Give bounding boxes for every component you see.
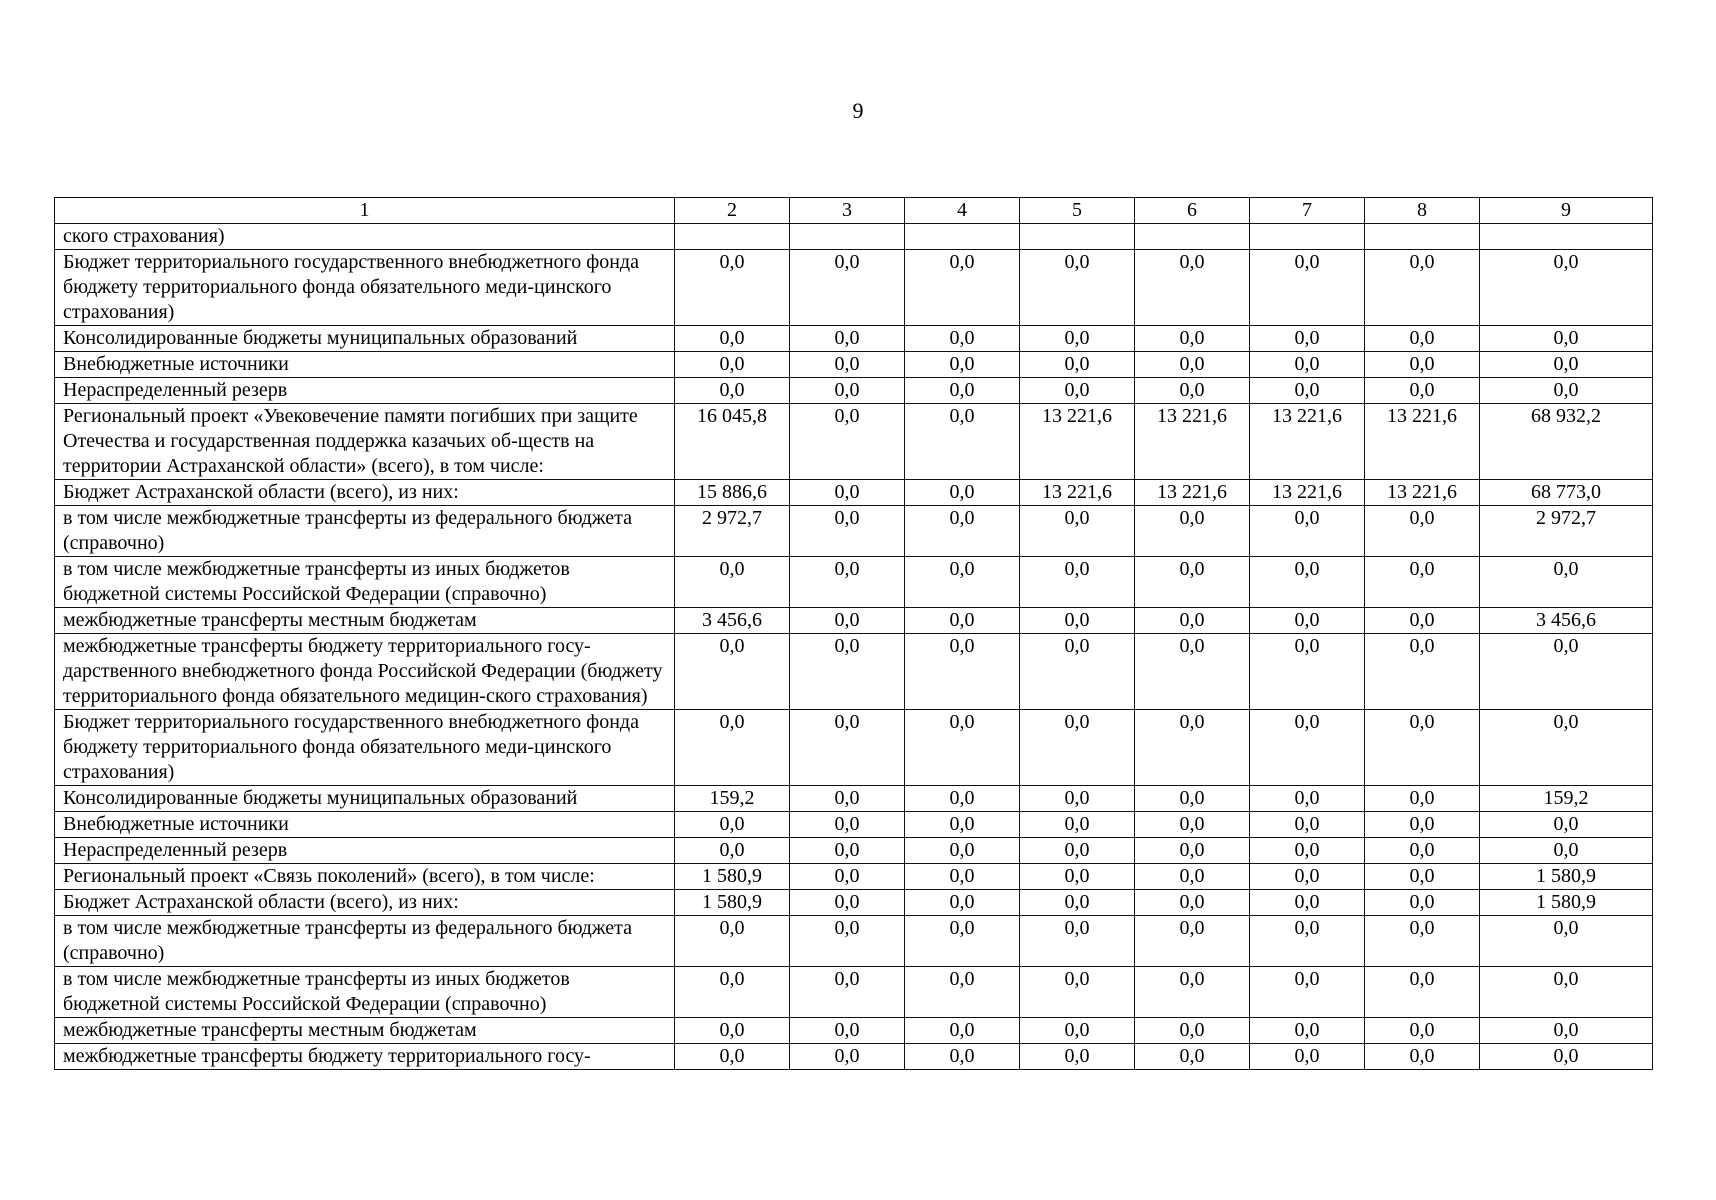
table-row (55, 916, 1653, 967)
row-label: Бюджет территориального государственного внебюджетного фонда бюджету территориального фонда обязательного меди-цинского страхования) (55, 250, 675, 326)
value-cell: 0,0 (1135, 326, 1250, 352)
value-cell: 0,0 (905, 557, 1020, 608)
value-cell: 0,0 (675, 378, 790, 404)
value-cell: 0,0 (1135, 250, 1250, 326)
value-cell: 0,0 (790, 326, 905, 352)
value-cell: 0,0 (905, 890, 1020, 916)
row-label: межбюджетные трансферты местным бюджетам (55, 608, 675, 634)
value-cell (1250, 224, 1365, 250)
row-label: Бюджет территориального государственного внебюджетного фонда бюджету территориального фонда обязательного меди-цинского страхования) (55, 710, 675, 786)
table-row (55, 710, 1653, 786)
value-cell: 0,0 (905, 352, 1020, 378)
value-cell (790, 224, 905, 250)
value-cell: 0,0 (1365, 250, 1480, 326)
value-cell: 0,0 (1250, 634, 1365, 710)
value-cell: 1 580,9 (675, 864, 790, 890)
value-cell: 0,0 (1020, 890, 1135, 916)
value-cell: 0,0 (675, 710, 790, 786)
value-cell: 0,0 (1250, 916, 1365, 967)
value-cell: 0,0 (1250, 1044, 1365, 1070)
row-label: Бюджет Астраханской области (всего), из них: (55, 890, 675, 916)
table-row (55, 378, 1653, 404)
value-cell: 0,0 (675, 967, 790, 1018)
value-cell: 0,0 (790, 634, 905, 710)
column-header: 3 (790, 198, 905, 224)
value-cell: 0,0 (790, 812, 905, 838)
value-cell: 0,0 (790, 352, 905, 378)
table-row (55, 890, 1653, 916)
table-row (55, 812, 1653, 838)
value-cell: 0,0 (905, 634, 1020, 710)
value-cell: 0,0 (905, 506, 1020, 557)
value-cell: 0,0 (1365, 557, 1480, 608)
value-cell: 13 221,6 (1250, 404, 1365, 480)
row-label: в том числе межбюджетные трансферты из федерального бюджета (справочно) (55, 506, 675, 557)
row-label: межбюджетные трансферты бюджету территориального госу- (55, 1044, 675, 1070)
column-header: 8 (1365, 198, 1480, 224)
value-cell: 0,0 (905, 1018, 1020, 1044)
value-cell: 0,0 (1250, 967, 1365, 1018)
value-cell: 0,0 (905, 480, 1020, 506)
value-cell: 0,0 (1020, 557, 1135, 608)
value-cell: 0,0 (1250, 557, 1365, 608)
value-cell: 0,0 (675, 1044, 790, 1070)
column-header: 2 (675, 198, 790, 224)
value-cell: 0,0 (1365, 634, 1480, 710)
value-cell: 0,0 (1365, 864, 1480, 890)
value-cell (1020, 224, 1135, 250)
value-cell: 0,0 (1250, 838, 1365, 864)
value-cell: 0,0 (1365, 710, 1480, 786)
value-cell: 0,0 (1365, 506, 1480, 557)
value-cell: 0,0 (790, 557, 905, 608)
table-body (55, 224, 1653, 1070)
table-row (55, 352, 1653, 378)
column-header: 6 (1135, 198, 1250, 224)
value-cell: 0,0 (1250, 786, 1365, 812)
value-cell: 0,0 (1250, 608, 1365, 634)
value-cell: 0,0 (905, 250, 1020, 326)
column-header: 7 (1250, 198, 1365, 224)
value-cell: 0,0 (1480, 812, 1653, 838)
column-header: 5 (1020, 198, 1135, 224)
value-cell: 13 221,6 (1135, 404, 1250, 480)
table-row (55, 838, 1653, 864)
table-row (55, 967, 1653, 1018)
value-cell (1365, 224, 1480, 250)
value-cell: 13 221,6 (1365, 480, 1480, 506)
value-cell: 0,0 (790, 786, 905, 812)
value-cell: 0,0 (675, 916, 790, 967)
value-cell: 0,0 (905, 1044, 1020, 1070)
value-cell: 0,0 (790, 838, 905, 864)
value-cell: 0,0 (1020, 352, 1135, 378)
row-label: Внебюджетные источники (55, 812, 675, 838)
value-cell: 0,0 (1480, 1018, 1653, 1044)
value-cell: 0,0 (1480, 557, 1653, 608)
value-cell: 0,0 (1135, 786, 1250, 812)
value-cell: 0,0 (790, 710, 905, 786)
value-cell: 0,0 (1135, 967, 1250, 1018)
value-cell: 0,0 (1250, 378, 1365, 404)
value-cell: 0,0 (1135, 838, 1250, 864)
value-cell: 0,0 (905, 864, 1020, 890)
row-label: Бюджет Астраханской области (всего), из них: (55, 480, 675, 506)
table-row (55, 1044, 1653, 1070)
value-cell (905, 224, 1020, 250)
value-cell: 0,0 (1135, 916, 1250, 967)
value-cell: 0,0 (1480, 634, 1653, 710)
value-cell: 0,0 (1020, 786, 1135, 812)
value-cell: 0,0 (1020, 1044, 1135, 1070)
row-label: Региональный проект «Увековечение памяти погибших при защите Отечества и государственная поддержка казачьих об-ществ на территории Астраханской области» (всего), в том числе: (55, 404, 675, 480)
value-cell: 0,0 (1135, 1018, 1250, 1044)
value-cell: 0,0 (1250, 326, 1365, 352)
value-cell: 0,0 (1020, 916, 1135, 967)
value-cell: 0,0 (905, 916, 1020, 967)
value-cell (1480, 224, 1653, 250)
value-cell: 3 456,6 (1480, 608, 1653, 634)
row-label: ского страхования) (55, 224, 675, 250)
value-cell: 1 580,9 (1480, 864, 1653, 890)
row-label: в том числе межбюджетные трансферты из иных бюджетов бюджетной системы Российской Федерации (справочно) (55, 557, 675, 608)
value-cell: 13 221,6 (1250, 480, 1365, 506)
value-cell: 0,0 (905, 404, 1020, 480)
table-row (55, 224, 1653, 250)
value-cell: 0,0 (675, 250, 790, 326)
value-cell: 0,0 (1480, 967, 1653, 1018)
value-cell: 0,0 (1365, 1044, 1480, 1070)
page-number: 9 (852, 98, 864, 123)
value-cell: 0,0 (1020, 812, 1135, 838)
value-cell: 0,0 (790, 378, 905, 404)
table-row (55, 506, 1653, 557)
value-cell: 0,0 (1135, 890, 1250, 916)
value-cell (1135, 224, 1250, 250)
value-cell: 0,0 (1365, 786, 1480, 812)
value-cell: 0,0 (1135, 634, 1250, 710)
value-cell: 0,0 (1020, 326, 1135, 352)
value-cell: 0,0 (1480, 250, 1653, 326)
row-label: Нераспределенный резерв (55, 378, 675, 404)
value-cell: 0,0 (1250, 250, 1365, 326)
row-label: в том числе межбюджетные трансферты из федерального бюджета (справочно) (55, 916, 675, 967)
value-cell: 0,0 (905, 812, 1020, 838)
value-cell: 0,0 (1480, 326, 1653, 352)
value-cell: 0,0 (1250, 1018, 1365, 1044)
value-cell: 16 045,8 (675, 404, 790, 480)
value-cell: 0,0 (1135, 378, 1250, 404)
table-row (55, 608, 1653, 634)
value-cell: 0,0 (1135, 864, 1250, 890)
value-cell: 0,0 (1020, 250, 1135, 326)
value-cell: 0,0 (790, 250, 905, 326)
value-cell: 13 221,6 (1365, 404, 1480, 480)
value-cell: 0,0 (905, 710, 1020, 786)
value-cell: 0,0 (1480, 378, 1653, 404)
value-cell: 0,0 (1365, 812, 1480, 838)
value-cell: 0,0 (790, 480, 905, 506)
value-cell: 0,0 (1020, 864, 1135, 890)
value-cell: 0,0 (675, 352, 790, 378)
value-cell: 0,0 (1250, 812, 1365, 838)
value-cell: 0,0 (1365, 1018, 1480, 1044)
header-row (55, 198, 1653, 224)
value-cell: 2 972,7 (675, 506, 790, 557)
value-cell: 0,0 (1365, 326, 1480, 352)
value-cell: 0,0 (790, 404, 905, 480)
value-cell: 68 932,2 (1480, 404, 1653, 480)
value-cell: 0,0 (905, 326, 1020, 352)
value-cell: 0,0 (905, 786, 1020, 812)
value-cell: 0,0 (790, 916, 905, 967)
budget-table (54, 197, 1653, 1070)
value-cell: 0,0 (1020, 378, 1135, 404)
value-cell: 0,0 (1135, 352, 1250, 378)
table-row (55, 404, 1653, 480)
value-cell: 0,0 (1480, 1044, 1653, 1070)
value-cell: 0,0 (1365, 608, 1480, 634)
value-cell: 0,0 (1480, 838, 1653, 864)
value-cell: 13 221,6 (1020, 480, 1135, 506)
table-row (55, 326, 1653, 352)
value-cell: 0,0 (790, 608, 905, 634)
value-cell: 15 886,6 (675, 480, 790, 506)
value-cell: 0,0 (905, 838, 1020, 864)
value-cell: 0,0 (675, 634, 790, 710)
table-row (55, 250, 1653, 326)
value-cell: 0,0 (1250, 864, 1365, 890)
value-cell: 0,0 (1135, 506, 1250, 557)
value-cell: 0,0 (1480, 352, 1653, 378)
value-cell: 0,0 (675, 1018, 790, 1044)
table-row (55, 1018, 1653, 1044)
table-row (55, 786, 1653, 812)
value-cell: 0,0 (675, 812, 790, 838)
row-label: межбюджетные трансферты бюджету территориального госу-дарственного внебюджетного фонда Российской Федерации (бюджету территориального фонда обязательного медицин-ского страхования) (55, 634, 675, 710)
value-cell: 1 580,9 (675, 890, 790, 916)
table-row (55, 634, 1653, 710)
table-row (55, 864, 1653, 890)
row-label: Нераспределенный резерв (55, 838, 675, 864)
table-row (55, 480, 1653, 506)
value-cell: 0,0 (905, 378, 1020, 404)
value-cell: 0,0 (1020, 506, 1135, 557)
value-cell: 0,0 (1250, 710, 1365, 786)
value-cell: 0,0 (1250, 890, 1365, 916)
column-header: 1 (55, 198, 675, 224)
column-header: 9 (1480, 198, 1653, 224)
value-cell: 0,0 (675, 326, 790, 352)
value-cell: 0,0 (1250, 352, 1365, 378)
value-cell: 0,0 (1135, 710, 1250, 786)
value-cell: 0,0 (790, 1018, 905, 1044)
value-cell: 0,0 (790, 890, 905, 916)
value-cell: 159,2 (675, 786, 790, 812)
row-label: Консолидированные бюджеты муниципальных образований (55, 326, 675, 352)
value-cell: 0,0 (1365, 916, 1480, 967)
value-cell: 0,0 (1135, 812, 1250, 838)
value-cell: 159,2 (1480, 786, 1653, 812)
value-cell: 1 580,9 (1480, 890, 1653, 916)
value-cell: 0,0 (1365, 838, 1480, 864)
row-label: Региональный проект «Связь поколений» (всего), в том числе: (55, 864, 675, 890)
value-cell: 0,0 (790, 967, 905, 1018)
row-label: Консолидированные бюджеты муниципальных образований (55, 786, 675, 812)
value-cell: 0,0 (1135, 1044, 1250, 1070)
value-cell: 0,0 (675, 557, 790, 608)
value-cell: 0,0 (1365, 352, 1480, 378)
row-label: межбюджетные трансферты местным бюджетам (55, 1018, 675, 1044)
value-cell: 0,0 (905, 967, 1020, 1018)
value-cell: 0,0 (790, 864, 905, 890)
value-cell: 13 221,6 (1135, 480, 1250, 506)
value-cell: 0,0 (1365, 378, 1480, 404)
value-cell: 0,0 (1480, 916, 1653, 967)
value-cell: 0,0 (1135, 557, 1250, 608)
value-cell: 0,0 (675, 838, 790, 864)
value-cell: 0,0 (1020, 710, 1135, 786)
value-cell: 2 972,7 (1480, 506, 1653, 557)
value-cell: 3 456,6 (675, 608, 790, 634)
column-header: 4 (905, 198, 1020, 224)
value-cell: 0,0 (1020, 838, 1135, 864)
row-label: в том числе межбюджетные трансферты из иных бюджетов бюджетной системы Российской Федерации (справочно) (55, 967, 675, 1018)
value-cell: 0,0 (790, 506, 905, 557)
value-cell: 0,0 (905, 608, 1020, 634)
value-cell: 0,0 (1250, 506, 1365, 557)
table-row (55, 557, 1653, 608)
value-cell: 0,0 (1365, 890, 1480, 916)
value-cell: 68 773,0 (1480, 480, 1653, 506)
value-cell: 0,0 (1135, 608, 1250, 634)
value-cell: 0,0 (790, 1044, 905, 1070)
value-cell: 0,0 (1480, 710, 1653, 786)
value-cell: 0,0 (1020, 608, 1135, 634)
value-cell: 0,0 (1020, 634, 1135, 710)
value-cell: 0,0 (1365, 967, 1480, 1018)
row-label: Внебюджетные источники (55, 352, 675, 378)
value-cell: 0,0 (1020, 967, 1135, 1018)
value-cell: 13 221,6 (1020, 404, 1135, 480)
value-cell (675, 224, 790, 250)
value-cell: 0,0 (1020, 1018, 1135, 1044)
